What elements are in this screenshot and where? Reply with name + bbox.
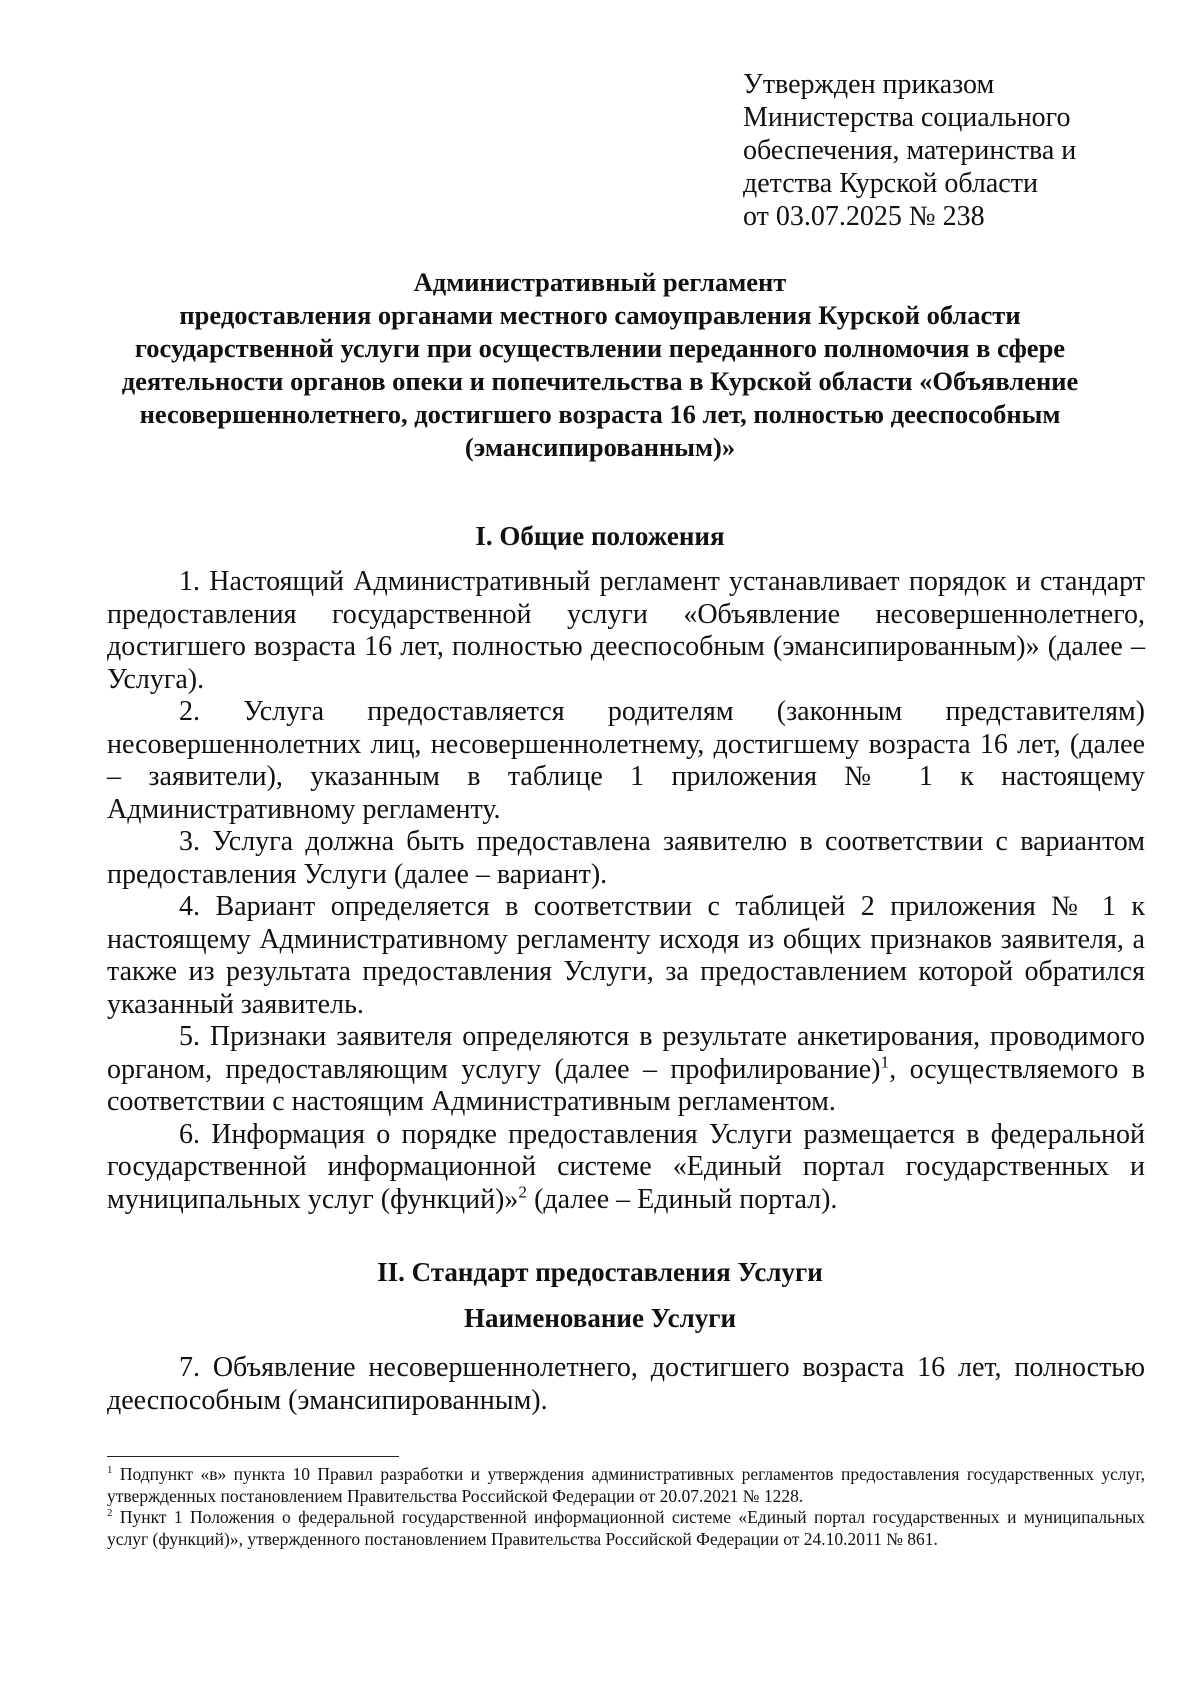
footnote-1 (107, 1464, 1145, 1507)
title-line: деятельности органов опеки и попечительства в Курской области «Объявление (121, 366, 1079, 396)
footnote-ref-1: 1 (880, 1052, 890, 1072)
approval-line: Утвержден приказом (743, 69, 995, 100)
paragraph-5-text-b: , осуществляемого в соответствии с настоящим Административным регламентом. (107, 1053, 1145, 1117)
footnotes (107, 1464, 1145, 1550)
approval-line: обеспечения, материнства и (743, 135, 1077, 166)
approval-line: детства Курской области (743, 168, 1038, 199)
title-line: несовершеннолетнего, достигшего возраста 16 лет, полностью дееспособным (139, 399, 1061, 429)
section-1-body (107, 566, 1145, 1216)
section-2-heading: II. Стандарт предоставления Услуги (377, 1257, 823, 1287)
footnote-1-mark: 1 (107, 1464, 113, 1477)
footnote-1-text: Подпункт «в» пункта 10 Правил разработки и утверждения административных регламентов предоставления государственных услуг, утвержденных постановлением Правительства Российской Федерации от 20.07.2021 № 1228. (107, 1464, 1145, 1506)
paragraph-6-text-a: 6. Информация о порядке предоставления Услуги размещается в федеральной государственной информационной системе «Единый портал государственных и муниципальных услуг (функций)» (107, 1118, 1145, 1215)
section-2-body (107, 1352, 1145, 1417)
footnote-2-text: Пункт 1 Положения о федеральной государственной информационной системе «Единый портал государственных и муниципальных услуг (функций)», утвержденного постановлением Правительства Российской Федерации от 24.10.2011 № 861. (107, 1507, 1145, 1549)
paragraph-5-text-a: 5. Признаки заявителя определяются в результате анкетирования, проводимого органом, предоставляющим услугу (далее – профилирование) (107, 1021, 1145, 1085)
title-line: Административный регламент (413, 267, 787, 297)
footnote-divider (107, 1456, 399, 1457)
section-2-subheading: Наименование Услуги (463, 1303, 737, 1333)
paragraph-7: 7. Объявление несовершеннолетнего, достигшего возраста 16 лет, полностью дееспособным (эмансипированным). (107, 1352, 1145, 1416)
paragraph-1: 1. Настоящий Административный регламент устанавливает порядок и стандарт предоставления государственной услуги «Объявление несовершеннолетнего, достигшего возраста 16 лет, полностью дееспособным (эмансипированным)» (далее – Услуга). (107, 566, 1145, 695)
footnote-2-mark: 2 (107, 1507, 113, 1520)
title-line: государственной услуги при осуществлении переданного полномочия в сфере (134, 333, 1066, 363)
footnote-ref-2: 2 (518, 1182, 528, 1202)
paragraph-2: 2. Услуга предоставляется родителям (законным представителям) несовершеннолетних лиц, несовершеннолетнему, достигшему возраста 16 лет, (далее – заявители), указанным в таблице 1 приложения № 1 к настоящему Административному регламенту. (107, 696, 1145, 825)
approval-block (743, 68, 1076, 233)
approval-line: Министерства социального (743, 102, 1071, 133)
paragraph-6 (107, 1119, 1145, 1217)
paragraph-5 (107, 1021, 1145, 1119)
paragraph-6-text-b: (далее – Единый портал). (527, 1183, 838, 1215)
approval-order-date-number: от 03.07.2025 № 238 (743, 201, 985, 232)
footnote-2 (107, 1507, 1145, 1550)
paragraph-3: 3. Услуга должна быть предоставлена заявителю в соответствии с вариантом предоставления Услуги (далее – вариант). (107, 826, 1145, 890)
title-line: предоставления органами местного самоуправления Курской области (179, 300, 1021, 330)
title-line: (эмансипированным)» (464, 432, 736, 462)
paragraph-4: 4. Вариант определяется в соответствии с таблицей 2 приложения № 1 к настоящему Административному регламенту исходя из общих признаков заявителя, а также из результата предоставления Услуги, за предоставлением которой обратился указанный заявитель. (107, 891, 1145, 1020)
section-1-heading: I. Общие положения (475, 521, 725, 551)
document-title (100, 266, 1100, 464)
